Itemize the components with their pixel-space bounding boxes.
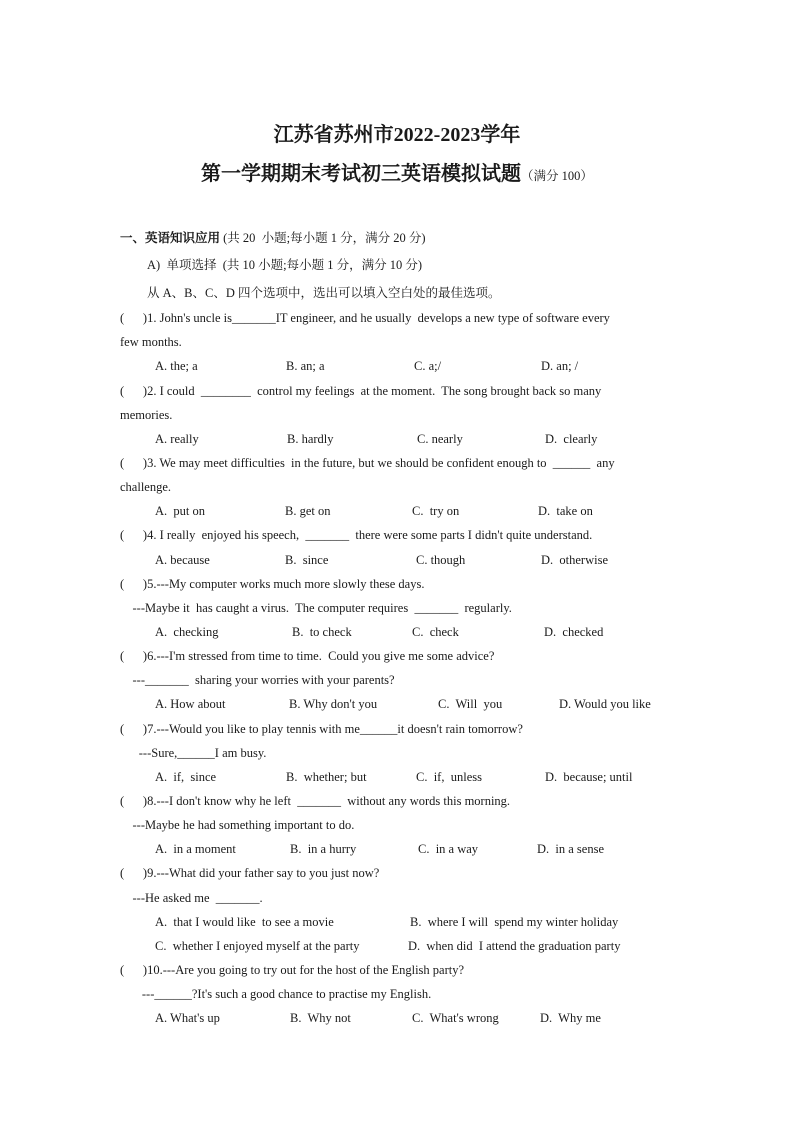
q9-option-b: B. where I will spend my winter holiday (410, 915, 619, 929)
question-6-line-2: ---_______ sharing your worries with your parents? (120, 673, 395, 687)
q5-option-c: C. check (412, 625, 459, 639)
question-5-line-2: ---Maybe it has caught a virus. The computer requires _______ regularly. (120, 601, 512, 615)
question-2-line-1: ( )2. I could ________ control my feelings at the moment. The song brought back so many (120, 384, 602, 398)
section-heading-rest: (共 20 小题;每小题 1 分，满分 20 分) (223, 231, 426, 245)
q6-option-c: C. Will you (438, 697, 503, 711)
q7-option-c: C. if, unless (416, 770, 482, 784)
q5-option-a: A. checking (155, 625, 219, 639)
q7-option-d: D. because; until (545, 770, 633, 784)
q6-option-d: D. Would you like (559, 697, 651, 711)
q8-option-b: B. in a hurry (290, 842, 357, 856)
q2-option-d: D. clearly (545, 432, 598, 446)
question-5-line-1: ( )5.---My computer works much more slowly these days. (120, 577, 425, 591)
q9-option-d: D. when did I attend the graduation party (408, 939, 621, 953)
q8-option-d: D. in a sense (537, 842, 604, 856)
q8-option-a: A. in a moment (155, 842, 236, 856)
q9-option-a: A. that I would like to see a movie (155, 915, 334, 929)
question-6-line-1: ( )6.---I'm stressed from time to time. Could you give me some advice? (120, 649, 495, 663)
section-heading (120, 230, 426, 246)
q2-option-c: C. nearly (417, 432, 463, 446)
question-10-line-1: ( )10.---Are you going to try out for the host of the English party? (120, 963, 465, 977)
question-3-line-2: challenge. (120, 480, 172, 494)
q1-option-a: A. the; a (155, 359, 198, 373)
q2-option-b: B. hardly (287, 432, 334, 446)
q9-option-c: C. whether I enjoyed myself at the party (155, 939, 360, 953)
question-3-line-1: ( )3. We may meet difficulties in the future, but we should be confident enough to ______ any (120, 456, 615, 470)
q3-option-b: B. get on (285, 504, 331, 518)
score-note: （满分 100） (521, 169, 593, 183)
q5-option-b: B. to check (292, 625, 352, 639)
q4-option-b: B. since (285, 553, 329, 567)
q4-option-d: D. otherwise (541, 553, 608, 567)
q3-option-c: C. try on (412, 504, 460, 518)
q4-option-a: A. because (155, 553, 210, 567)
q2-option-a: A. really (155, 432, 199, 446)
q10-option-a: A. What's up (155, 1011, 220, 1025)
question-7-line-1: ( )7.---Would you like to play tennis with me______it doesn't rain tomorrow? (120, 722, 523, 736)
q1-option-b: B. an; a (286, 359, 325, 373)
question-1-line-1: ( )1. John's uncle is_______IT engineer, and he usually develops a new type of software every (120, 311, 610, 325)
q10-option-d: D. Why me (540, 1011, 601, 1025)
question-2-line-2: memories. (120, 408, 173, 422)
q1-option-c: C. a;/ (414, 359, 442, 373)
instruction: 从 A、B、C、D 四个选项中，选出可以填入空白处的最佳选项。 (147, 286, 501, 300)
q5-option-d: D. checked (544, 625, 604, 639)
question-1-line-2: few months. (120, 335, 182, 349)
q7-option-b: B. whether; but (286, 770, 367, 784)
q1-option-d: D. an; / (541, 359, 579, 373)
question-8-line-1: ( )8.---I don't know why he left _______ without any words this morning. (120, 794, 511, 808)
title-line-1: 江苏省苏州市2022-2023学年 (273, 124, 521, 146)
q6-option-b: B. Why don't you (289, 697, 378, 711)
question-9-line-2: ---He asked me _______. (120, 891, 263, 905)
section-heading-bold: 一、英语知识应用 (120, 231, 221, 245)
title-main: 第一学期期末考试初三英语模拟试题 (201, 163, 522, 185)
q6-option-a: A. How about (155, 697, 226, 711)
q3-option-d: D. take on (538, 504, 593, 518)
question-10-line-2: ---______?It's such a good chance to practise my English. (120, 987, 432, 1001)
q10-option-b: B. Why not (290, 1011, 351, 1025)
question-9-line-1: ( )9.---What did your father say to you just now? (120, 866, 380, 880)
q8-option-c: C. in a way (418, 842, 479, 856)
question-8-line-2: ---Maybe he had something important to do. (120, 818, 355, 832)
q3-option-a: A. put on (155, 504, 205, 518)
question-7-line-2: ---Sure,______I am busy. (120, 746, 267, 760)
part-a-heading: A) 单项选择 (共 10 小题;每小题 1 分，满分 10 分) (147, 258, 422, 272)
q7-option-a: A. if, since (155, 770, 217, 784)
title-line-2 (0, 161, 794, 189)
q10-option-c: C. What's wrong (412, 1011, 499, 1025)
question-4-line-1: ( )4. I really enjoyed his speech, _______ there were some parts I didn't quite understand. (120, 528, 593, 542)
q4-option-c: C. though (416, 553, 466, 567)
